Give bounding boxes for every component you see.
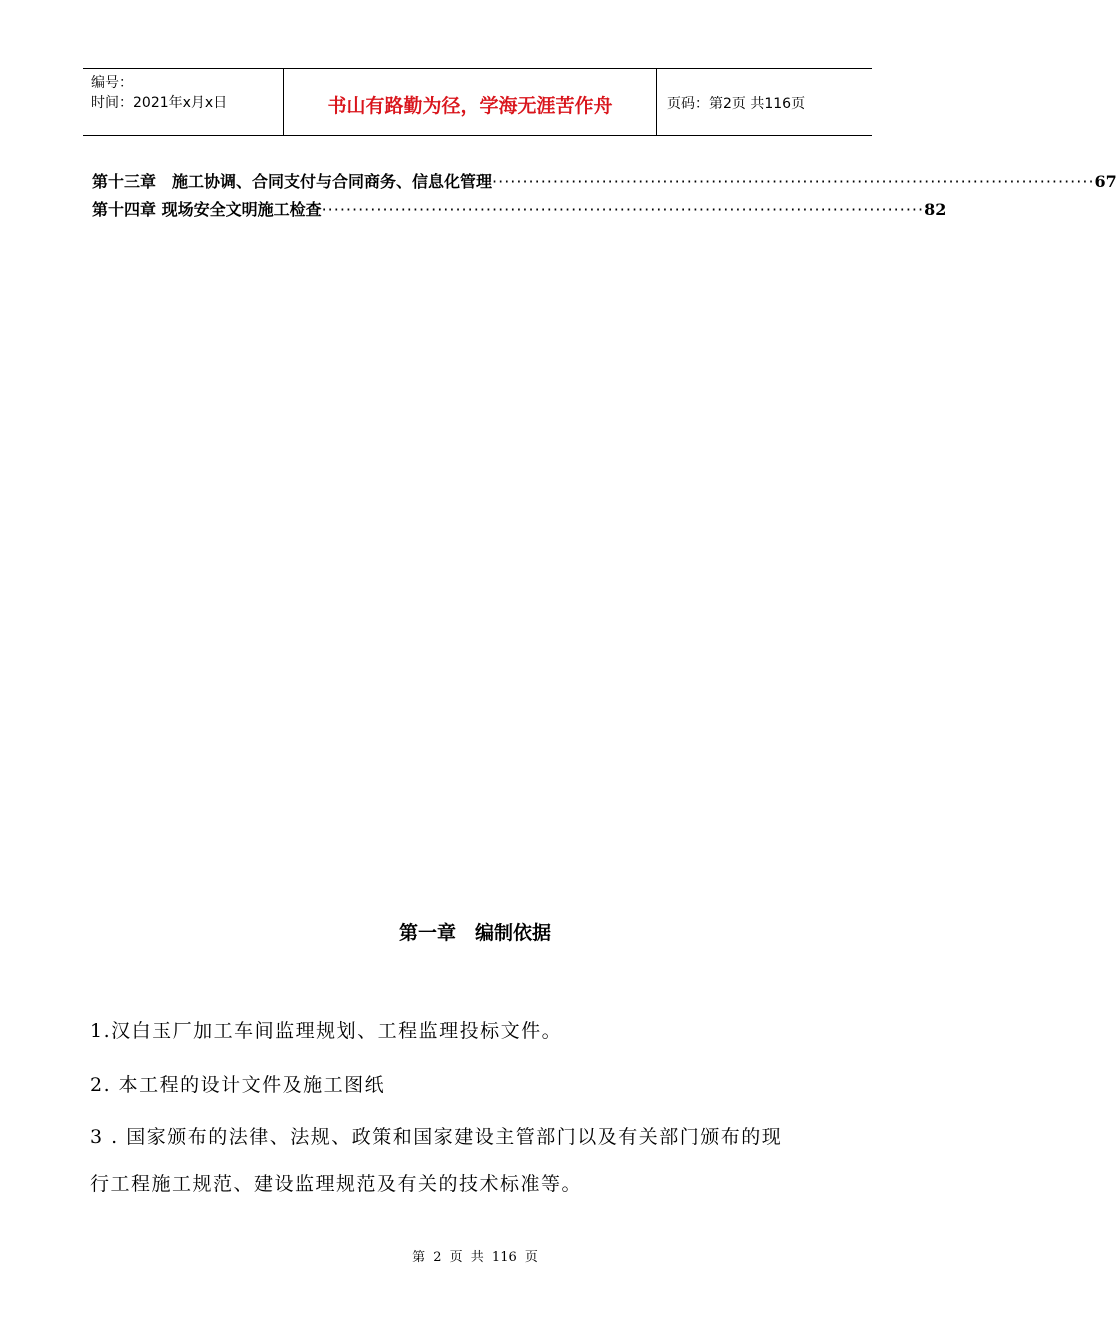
toc-leader-dots: ···································································································: [321, 200, 925, 219]
table-of-contents: [92, 168, 1117, 224]
toc-entry[interactable]: [92, 196, 947, 224]
toc-entry[interactable]: [92, 168, 1117, 196]
paragraph: 2. 本工程的设计文件及施工图纸: [90, 1074, 386, 1096]
toc-leader-dots: ···································································································: [492, 172, 1095, 191]
paragraph: 行工程施工规范、建设监理规范及有关的技术标准等。: [90, 1173, 583, 1195]
document-number-label: 编号：: [91, 75, 133, 91]
paragraph: 3 . 国家颁布的法律、法规、政策和国家建设主管部门以及有关部门颁布的现: [90, 1126, 783, 1148]
chapter-title: 第一章 编制依据: [398, 922, 551, 944]
toc-entry-page: 67: [1094, 172, 1117, 191]
toc-entry-title: 第十四章 现场安全文明施工检查: [92, 200, 322, 219]
header-meta-cell: [83, 69, 284, 135]
document-date: 时间：2021年x月x日: [91, 95, 228, 111]
page-header: [83, 68, 872, 136]
toc-entry-title: 第十三章 施工协调、合同支付与合同商务、信息化管理: [92, 172, 493, 191]
paragraph: 1.汉白玉厂加工车间监理规划、工程监理投标文件。: [90, 1020, 563, 1042]
header-page-info: 页码：第2页 共116页: [667, 96, 806, 112]
page-footer: 第 2 页 共 116 页: [412, 1250, 538, 1265]
header-motto: 书山有路勤为径，学海无涯苦作舟: [284, 69, 657, 135]
toc-entry-page: 82: [924, 200, 947, 219]
